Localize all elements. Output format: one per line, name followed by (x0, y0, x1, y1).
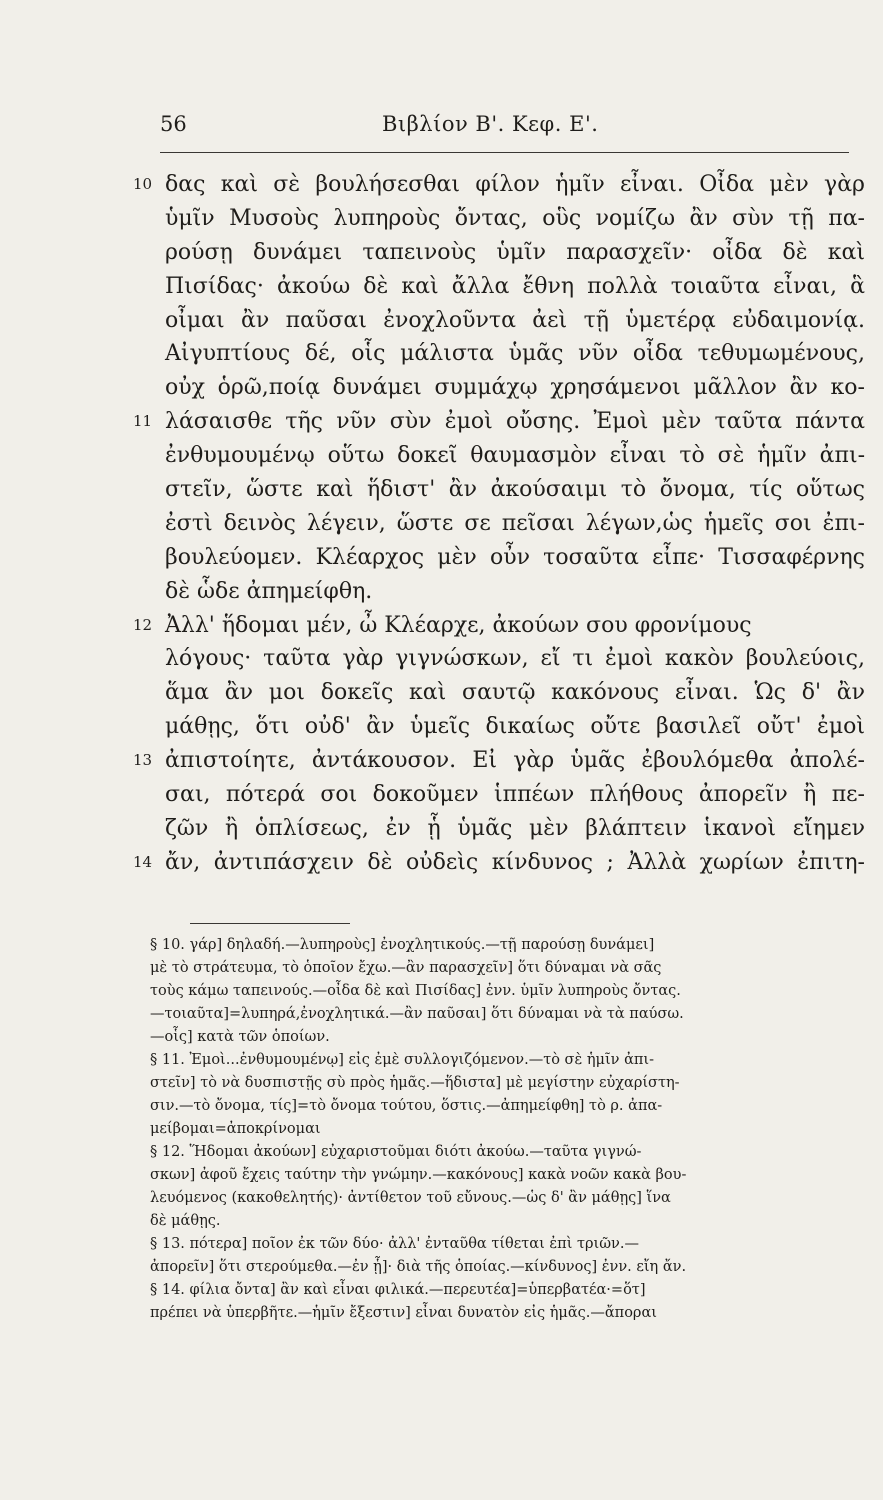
footnote-line: σιν.—τὸ ὄνομα, τίς]=τὸ ὄνομα τούτου, ὅστις.—ἀπημείφθη] τὸ ρ. ἀπα- (150, 1098, 663, 1114)
text-line (133, 168, 865, 202)
section-number: 12 (133, 615, 153, 634)
text-line (165, 202, 865, 236)
page-header (160, 112, 843, 152)
footnote-line: μὲ τὸ στράτευμα, τὸ ὁποῖον ἔχω.—ἂν παρασχεῖν] ὅτι δύναμαι νὰ σᾶς (150, 960, 662, 976)
text-line (165, 337, 865, 371)
section-number: 13 (133, 751, 153, 770)
footnote-line: § 10. γάρ] δηλαδή.—λυπηροὺς] ἐνοχλητικούς.—τῇ παρούσῃ δυνάμει] (150, 937, 655, 953)
line-text: ἐνθυμουμένῳ οὕτω δοκεῖ θαυμασμὸν εἶναι τὸ σὲ ἡμῖν ἀπι- (165, 443, 865, 469)
text-line (165, 304, 865, 338)
line-text: Ἀλλ' ἥδομαι μέν, ὦ Κλέαρχε, ἀκούων σου φρονίμους (165, 612, 752, 638)
line-text: οὐχ ὁρῶ,ποίᾳ δυνάμει συμμάχῳ χρησάμενοι μᾶλλον ἂν κο- (165, 375, 865, 401)
footnote-line: σκων] ἀφοῦ ἔχεις ταύτην τὴν γνώμην.—κακόνους] κακὰ νοῶν κακὰ βου- (150, 1167, 687, 1183)
text-line (165, 710, 865, 744)
section-number: 11 (133, 412, 153, 431)
line-text: οἶμαι ἂν παῦσαι ἐνοχλοῦντα ἀεὶ τῇ ὑμετέρᾳ εὐδαιμονίᾳ. (165, 307, 865, 333)
line-text: ρούσῃ δυνάμει ταπεινοὺς ὑμῖν παρασχεῖν· οἶδα δὲ καὶ (165, 239, 865, 265)
footnote-line: ἀπορεῖν] ὅτι στερούμεθα.—ἐν ᾗ]· διὰ τῆς ὁποίας.—κίνδυνος] ἐνν. εἴη ἄν. (150, 1259, 687, 1275)
text-line (165, 236, 865, 270)
text-line (133, 609, 865, 643)
text-line (165, 439, 865, 473)
line-text: λάσαισθε τῆς νῦν σὺν ἐμοὶ οὔσης. Ἐμοὶ μὲν ταῦτα πάντα (165, 409, 865, 435)
line-text: βουλεύομεν. Κλέαρχος μὲν οὖν τοσαῦτα εἶπε· Τισσαφέρνης (165, 544, 865, 570)
footnote-line: § 11. Ἐμοὶ...ἐνθυμουμένῳ] εἰς ἐμὲ συλλογιζόμενον.—τὸ σὲ ἡμῖν ἀπι- (150, 1052, 654, 1068)
text-line (165, 270, 865, 304)
text-line (133, 846, 865, 880)
text-line (165, 371, 865, 405)
text-line (165, 642, 865, 676)
text-line (165, 473, 865, 507)
line-text: ζῶν ἢ ὁπλίσεως, ἐν ᾗ ὑμᾶς μὲν βλάπτειν ἱκανοὶ εἴημεν (165, 815, 865, 841)
footnote-line: μείβομαι=ἀποκρίνομαι (150, 1121, 321, 1137)
footnote-line: —οἷς] κατὰ τῶν ὁποίων. (150, 1029, 330, 1045)
page-number: 56 (160, 112, 187, 136)
footnote-line: τοὺς κάμω ταπεινούς.—οἶδα δὲ καὶ Πισίδας] ἐνν. ὑμῖν λυπηροὺς ὄντας. (150, 983, 681, 999)
header-rule (160, 152, 849, 153)
line-text: σαι, πότερά σοι δοκοῦμεν ἱππέων πλήθους ἀπορεῖν ἢ πε- (165, 782, 865, 808)
section-number: 14 (133, 852, 153, 871)
line-text: ὑμῖν Μυσοὺς λυπηροὺς ὄντας, οὓς νομίζω ἂν σὺν τῇ πα- (165, 205, 865, 231)
footnote-line: § 14. φίλια ὄντα] ἂν καὶ εἶναι φιλικά.—περευτέα]=ὑπερβατέα·=ὅτ] (150, 1282, 646, 1298)
line-text: μάθῃς, ὅτι οὐδ' ἂν ὑμεῖς δικαίως οὔτε βασιλεῖ οὔτ' ἐμοὶ (165, 714, 865, 740)
footnote-line: στεῖν] τὸ νὰ δυσπιστῇς σὺ πρὸς ἡμᾶς.—ἥδιστα] μὲ μεγίστην εὐχαρίστη- (150, 1075, 680, 1091)
line-text: ἅμα ἂν μοι δοκεῖς καὶ σαυτῷ κακόνους εἶναι. Ὡς δ' ἂν (165, 680, 865, 706)
main-text (133, 168, 865, 880)
text-line (165, 575, 865, 609)
section-number: 10 (133, 175, 153, 193)
footnote-line: —τοιαῦτα]=λυπηρά,ἐνοχλητικά.—ἂν παῦσαι] ὅτι δύναμαι νὰ τὰ παύσω. (150, 1006, 684, 1022)
line-text: Αἰγυπτίους δέ, οἷς μάλιστα ὑμᾶς νῦν οἶδα τεθυμωμένους, (165, 341, 865, 367)
text-line (133, 744, 865, 778)
footnotes (150, 934, 865, 1325)
line-text: δὲ ὧδε ἀπημείφθη. (165, 578, 373, 604)
text-line (165, 676, 865, 710)
line-text: ἀπιστοίητε, ἀντάκουσον. Εἰ γὰρ ὑμᾶς ἐβουλόμεθα ἀπολέ- (165, 748, 865, 774)
footnote-line: πρέπει νὰ ὑπερβῆτε.—ἡμῖν ἔξεστιν] εἶναι δυνατὸν εἰς ἡμᾶς.—ἄποραι (150, 1305, 657, 1321)
running-title: Βιβλίον Β'. Κεφ. Ε'. (382, 112, 599, 136)
line-text: ἐστὶ δεινὸς λέγειν, ὥστε σε πεῖσαι λέγων,ὡς ἡμεῖς σοι ἐπι- (165, 510, 865, 536)
line-text: δας καὶ σὲ βουλήσεσθαι φίλον ἡμῖν εἶναι. Οἶδα μὲν γὰρ (165, 172, 865, 197)
line-text: λόγους· ταῦτα γὰρ γιγνώσκων, εἴ τι ἐμοὶ κακὸν βουλεύοις, (165, 646, 865, 672)
text-line (165, 541, 865, 575)
text-line (133, 405, 865, 439)
text-line (165, 812, 865, 846)
line-text: Πισίδας· ἀκούω δὲ καὶ ἄλλα ἔθνη πολλὰ τοιαῦτα εἶναι, ἃ (165, 273, 865, 299)
footnote-line: δὲ μάθῃς. (150, 1213, 221, 1229)
footnote-line: § 13. πότερα] ποῖον ἐκ τῶν δύο· ἀλλ' ἐνταῦθα τίθεται ἐπὶ τριῶν.— (150, 1236, 639, 1252)
text-line (165, 778, 865, 812)
line-text: ἄν, ἀντιπάσχειν δὲ οὐδεὶς κίνδυνος ; Ἀλλὰ χωρίων ἐπιτη- (165, 849, 865, 875)
text-line (165, 507, 865, 541)
footnote-line: § 12. Ἥδομαι ἀκούων] εὐχαριστοῦμαι διότι ἀκούω.—ταῦτα γιγνώ- (150, 1144, 642, 1160)
line-text: στεῖν, ὥστε καὶ ἥδιστ' ἂν ἀκούσαιμι τὸ ὄνομα, τίς οὕτως (165, 477, 865, 503)
footnote-rule (190, 923, 350, 924)
footnote-line: λευόμενος (κακοθελητής)· ἀντίθετον τοῦ εὔνους.—ὡς δ' ἂν μάθῃς] ἵνα (150, 1190, 671, 1206)
